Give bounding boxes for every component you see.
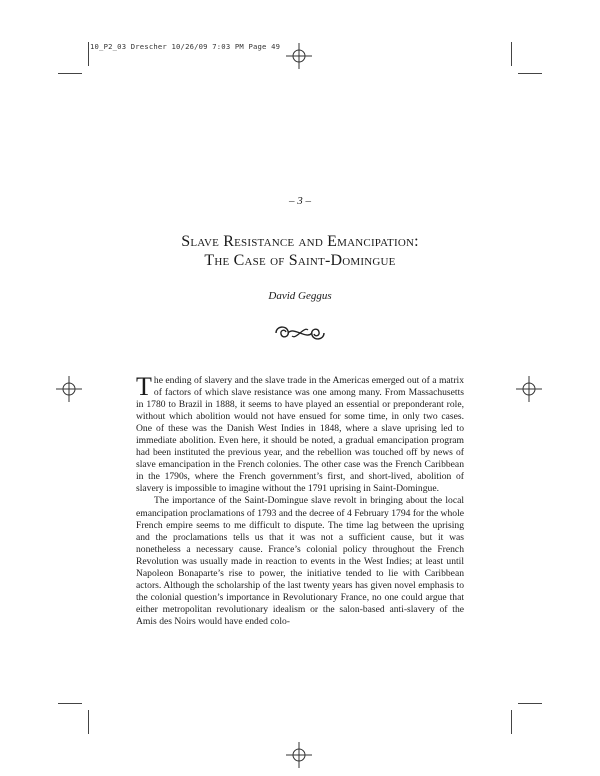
crop-mark <box>58 703 82 704</box>
crop-mark <box>88 42 89 66</box>
chapter-title <box>0 232 600 270</box>
body-text <box>136 372 464 628</box>
chapter-title-line-1: Slave Resistance and Emancipation: <box>181 233 419 250</box>
registration-mark-icon <box>286 742 312 768</box>
chapter-number: – 3 – <box>289 195 311 207</box>
registration-mark-icon <box>286 43 312 69</box>
crop-mark <box>511 710 512 734</box>
paragraph <box>136 372 464 495</box>
registration-mark-icon <box>516 376 542 402</box>
paragraph: The importance of the Saint-Domingue slave revolt in bringing about the local emancipation proclamations of 1793 and the decree of 4 February 1794 for the whole French empire seems to me difficult to dispute. The time lag between the uprising and the proclamations tells us that it was not a sufficient cause, but it was nonetheless a necessary cause. France’s colonial policy throughout the French Revolution was usually made in reaction to events in the West Indies; at least until Napoleon Bonaparte’s rise to power, the initiative tended to lie with Caribbean actors. Although the scholarship of the last twenty years has given novel emphasis to the colonial question’s importance in Revolutionary France, no one could argue that either metropolitan revolutionary idealism or the salon-based anti-slavery of the Amis des Noirs would have ended colo- <box>136 495 464 627</box>
printer-slug: 10_P2_03 Drescher 10/26/09 7:03 PM Page 49 <box>90 42 281 51</box>
crop-mark <box>88 710 89 734</box>
crop-mark <box>518 73 542 74</box>
crop-mark <box>518 703 542 704</box>
paragraph-text: he ending of slavery and the slave trade in the Americas emerged out of a matrix of factors of which slave resistance was one among many. From Massachusetts in 1780 to Brazil in 1888, it seems to have played an essential or preponderant role, without which abolition would not have ensued for some time, in only two cases. One of these was the Danish West Indies in 1848, where a slave uprising led to immediate abolition. Even here, it should be noted, a gradual emancipation program had been instituted the previous year, and the rebellion was touched off by news of slave emancipation in the French colonies. The other case was the French Caribbean in the 1790s, where the French government’s first, and short-lived, abolition of slavery is impossible to imagine without the 1791 uprising in Saint-Domingue. <box>136 375 464 495</box>
author-name: David Geggus <box>268 290 332 302</box>
ornament-flourish-icon <box>270 322 330 344</box>
crop-mark <box>511 42 512 66</box>
chapter-title-line-2: The Case of Saint-Domingue <box>204 252 396 269</box>
crop-mark <box>58 73 82 74</box>
drop-cap: T <box>136 372 152 401</box>
registration-mark-icon <box>56 376 82 402</box>
